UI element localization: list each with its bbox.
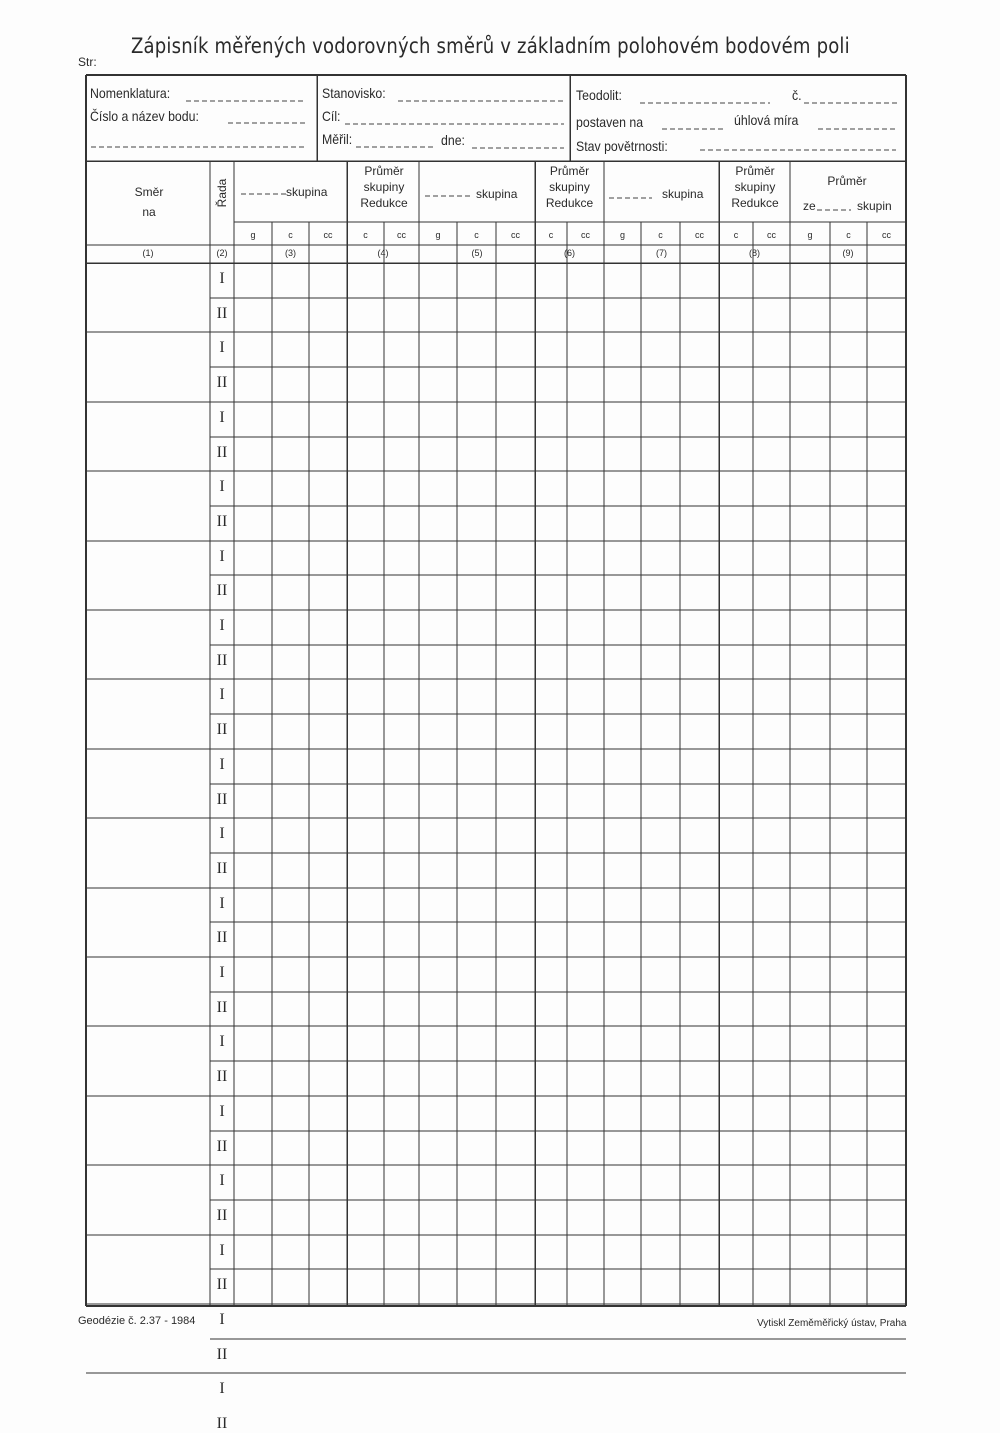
rada-mark: I <box>219 339 225 356</box>
skupiny-word-4: skupiny <box>363 180 405 194</box>
meril-label: Měřil: <box>322 131 353 147</box>
unit-cc: cc <box>581 230 590 240</box>
rada-mark: I <box>219 686 225 703</box>
rada-mark: I <box>219 895 225 912</box>
column-number: (2) <box>216 248 228 258</box>
prumer-header-4 <box>350 163 418 211</box>
form-number: Geodézie č. 2.37 - 1984 <box>78 1315 196 1327</box>
smer-na-text: Směr na <box>134 185 164 219</box>
uhlova-mira-label: úhlová míra <box>734 112 799 128</box>
unit-g: g <box>619 230 625 240</box>
rada-mark: II <box>216 582 228 599</box>
prumer-header-9: Průměr <box>827 174 867 188</box>
cislo-nazev-label: Číslo a název bodu: <box>90 108 199 124</box>
redukce-text-4: Redukce <box>360 196 408 210</box>
stanovisko-label: Stanovisko: <box>322 85 386 101</box>
rada-header <box>210 162 234 222</box>
rada-mark: II <box>216 1138 228 1155</box>
unit-c: c <box>658 230 663 240</box>
rada-mark: II <box>216 1415 228 1432</box>
rada-mark: I <box>219 478 225 495</box>
rada-mark: II <box>216 374 228 391</box>
unit-cc: cc <box>767 230 776 240</box>
column-number: (6) <box>564 248 575 258</box>
column-number: (9) <box>842 248 854 258</box>
redukce-text-8: Redukce <box>731 196 779 210</box>
ze-label: ze <box>803 199 816 213</box>
rada-mark: II <box>216 860 228 877</box>
rada-mark: II <box>216 1346 228 1363</box>
page-title: Zápisník měřených vodorovných směrů v základním polohovém bodovém poli <box>131 34 850 58</box>
skupina-header-3: skupina <box>286 185 328 199</box>
redukce-text-6: Redukce <box>545 196 594 210</box>
prumer-header-6 <box>537 163 602 211</box>
rada-mark: I <box>219 1103 225 1120</box>
unit-c: c <box>474 230 479 240</box>
prumer-text-8: Průměr <box>735 164 775 178</box>
rada-mark: I <box>219 548 225 565</box>
rada-mark: I <box>219 825 225 842</box>
unit-c: c <box>288 230 293 240</box>
prumer-text-6: Průměr <box>549 164 590 178</box>
rada-mark: I <box>219 964 225 981</box>
rada-mark: I <box>219 1033 225 1050</box>
column-number: (7) <box>656 248 667 258</box>
printer-note: Vytiskl Zeměměřický ústav, Praha <box>757 1318 907 1329</box>
rada-mark: I <box>219 1172 225 1189</box>
nomenklatura-label: Nomenklatura: <box>90 85 171 101</box>
rada-text: Řada <box>215 178 229 208</box>
rada-mark: II <box>216 305 228 322</box>
unit-cc: cc <box>323 230 333 240</box>
rada-mark: II <box>216 652 228 669</box>
rada-mark: I <box>219 409 225 426</box>
skupiny-word-6: skupiny <box>549 180 590 194</box>
unit-c: c <box>548 230 554 240</box>
unit-c: c <box>733 230 739 240</box>
postaven-na-label: postaven na <box>576 114 644 130</box>
rada-mark: II <box>216 1207 228 1224</box>
rada-mark: II <box>216 1276 228 1293</box>
unit-c: c <box>846 230 851 240</box>
unit-c: c <box>363 230 368 240</box>
column-number: (8) <box>749 248 760 258</box>
column-number: (3) <box>285 248 296 258</box>
column-number: (1) <box>142 248 154 258</box>
rada-mark: I <box>219 1242 225 1259</box>
rada-mark: I <box>219 270 225 287</box>
smer-na-header <box>88 182 210 222</box>
column-number: (5) <box>471 248 483 258</box>
rada-mark: I <box>219 617 225 634</box>
prumer-header-8 <box>722 163 788 211</box>
unit-cc: cc <box>397 230 406 240</box>
rada-mark: II <box>216 929 228 946</box>
unit-g: g <box>250 230 256 240</box>
rada-mark: I <box>219 1380 225 1397</box>
stav-povetrnosti-label: Stav povětrnosti: <box>576 138 668 154</box>
rada-mark: II <box>216 1068 228 1085</box>
column-number: (4) <box>377 248 389 258</box>
rada-mark: II <box>216 513 228 530</box>
unit-cc: cc <box>511 230 520 240</box>
unit-cc: cc <box>695 230 704 240</box>
skupin-label: skupin <box>857 199 892 213</box>
unit-g: g <box>807 230 813 240</box>
skupina-header-5: skupina <box>476 187 518 201</box>
cil-label: Cíl: <box>322 108 341 124</box>
rada-mark: II <box>216 791 228 808</box>
skupiny-word-8: skupiny <box>734 180 776 194</box>
teodolit-label: Teodolit: <box>576 87 622 103</box>
rada-mark: I <box>219 756 225 773</box>
rada-mark: I <box>219 1311 225 1328</box>
unit-g: g <box>435 230 441 240</box>
rada-mark: II <box>216 444 228 461</box>
prumer-text-4: Průměr <box>364 164 404 178</box>
unit-cc: cc <box>882 230 891 240</box>
page-label: Str: <box>78 55 97 69</box>
cislo-teodolitu-label: č. <box>792 87 802 103</box>
rada-mark: II <box>216 721 228 738</box>
skupina-header-7: skupina <box>662 187 704 201</box>
dne-label: dne: <box>441 132 465 148</box>
rada-mark: II <box>216 999 228 1016</box>
